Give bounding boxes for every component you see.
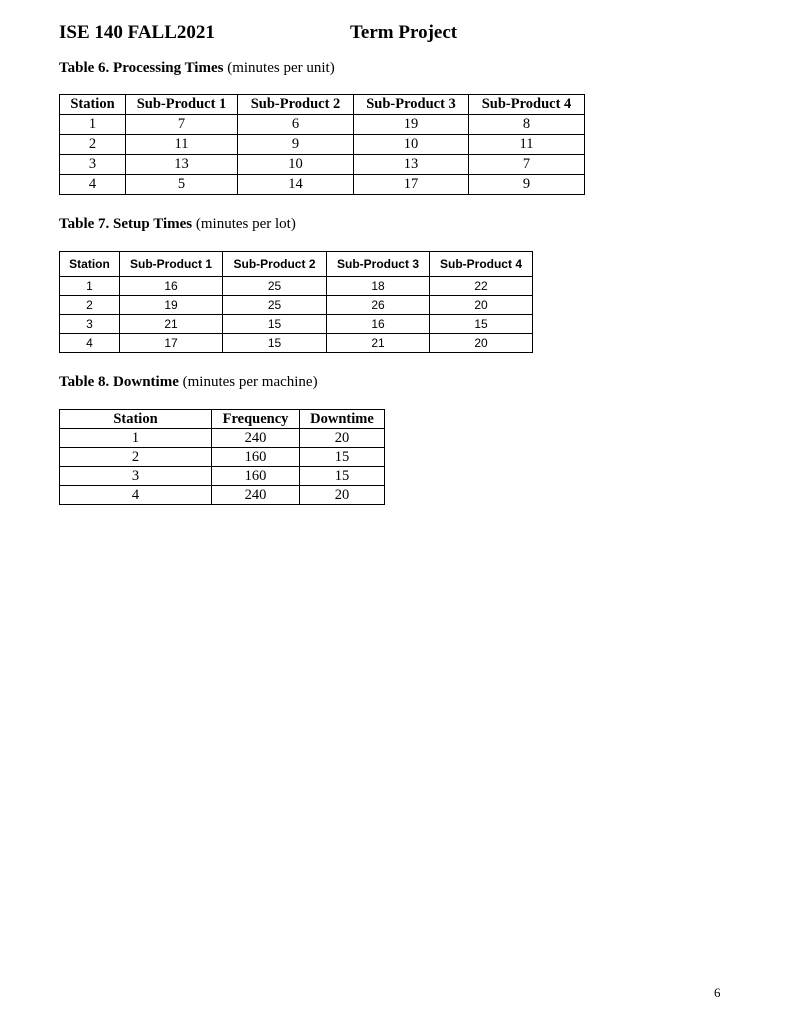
table-row — [60, 315, 533, 334]
table-cell: 15 — [223, 315, 327, 334]
table-cell: 240 — [212, 429, 300, 448]
table-header-row — [60, 252, 533, 277]
table-cell: 19 — [354, 115, 469, 135]
table-cell: 22 — [430, 277, 533, 296]
table8-caption — [59, 374, 318, 391]
table-row — [60, 115, 585, 135]
table-cell: 18 — [327, 277, 430, 296]
column-header: Sub-Product 2 — [223, 252, 327, 277]
table-cell: 20 — [430, 296, 533, 315]
table-cell: 10 — [238, 155, 354, 175]
table-cell: 1 — [60, 277, 120, 296]
table6-caption — [59, 60, 335, 77]
table-row — [60, 155, 585, 175]
table-row — [60, 135, 585, 155]
table-cell: 160 — [212, 448, 300, 467]
table-cell: 15 — [223, 334, 327, 353]
table-cell: 14 — [238, 175, 354, 195]
table-cell: 6 — [238, 115, 354, 135]
table-row — [60, 334, 533, 353]
table8-caption-units: (minutes per machine) — [178, 374, 318, 390]
setup-times-table — [59, 251, 533, 353]
table-cell: 25 — [223, 296, 327, 315]
table-header-row — [60, 410, 385, 429]
table8-caption-title: Table 8. Downtime — [59, 374, 179, 390]
table-cell: 17 — [354, 175, 469, 195]
column-header: Frequency — [212, 410, 300, 429]
table-cell: 21 — [120, 315, 223, 334]
column-header: Sub-Product 2 — [238, 95, 354, 115]
table-cell: 21 — [327, 334, 430, 353]
table-cell: 15 — [430, 315, 533, 334]
table-cell: 17 — [120, 334, 223, 353]
table-cell: 20 — [300, 429, 385, 448]
downtime-table — [59, 409, 385, 505]
column-header: Downtime — [300, 410, 385, 429]
column-header: Sub-Product 3 — [354, 95, 469, 115]
table-cell: 16 — [120, 277, 223, 296]
table-cell: 160 — [212, 467, 300, 486]
table-row — [60, 296, 533, 315]
table6-caption-units: (minutes per unit) — [223, 60, 335, 76]
table-cell: 2 — [60, 448, 212, 467]
project-title: Term Project — [350, 22, 458, 43]
table-row — [60, 448, 385, 467]
table-cell: 3 — [60, 315, 120, 334]
table-cell: 13 — [354, 155, 469, 175]
table-cell: 11 — [469, 135, 585, 155]
table-cell: 7 — [469, 155, 585, 175]
table-cell: 4 — [60, 486, 212, 505]
table-cell: 13 — [126, 155, 238, 175]
column-header: Sub-Product 4 — [430, 252, 533, 277]
table-row — [60, 429, 385, 448]
table-cell: 25 — [223, 277, 327, 296]
table-row — [60, 277, 533, 296]
table-cell: 1 — [60, 429, 212, 448]
table-cell: 5 — [126, 175, 238, 195]
table-cell: 26 — [327, 296, 430, 315]
column-header: Station — [60, 95, 126, 115]
course-title: ISE 140 FALL2021 — [59, 22, 215, 43]
table-row — [60, 486, 385, 505]
table-cell: 4 — [60, 334, 120, 353]
table-cell: 10 — [354, 135, 469, 155]
table-cell: 8 — [469, 115, 585, 135]
table-cell: 11 — [126, 135, 238, 155]
table-cell: 16 — [327, 315, 430, 334]
table-cell: 9 — [238, 135, 354, 155]
table-cell: 15 — [300, 467, 385, 486]
table-cell: 2 — [60, 296, 120, 315]
table-cell: 20 — [300, 486, 385, 505]
table-row — [60, 467, 385, 486]
column-header: Sub-Product 1 — [120, 252, 223, 277]
table-cell: 9 — [469, 175, 585, 195]
table7-caption-units: (minutes per lot) — [192, 216, 296, 232]
table-cell: 15 — [300, 448, 385, 467]
table-cell: 240 — [212, 486, 300, 505]
table-cell: 3 — [60, 155, 126, 175]
table7-caption — [59, 216, 296, 233]
processing-times-table — [59, 94, 585, 195]
table-cell: 1 — [60, 115, 126, 135]
table-cell: 20 — [430, 334, 533, 353]
table-header-row — [60, 95, 585, 115]
table-cell: 2 — [60, 135, 126, 155]
page-number: 6 — [714, 985, 721, 1000]
table-cell: 4 — [60, 175, 126, 195]
table6-caption-title: Table 6. Processing Times — [59, 60, 224, 76]
table-row — [60, 175, 585, 195]
column-header: Sub-Product 3 — [327, 252, 430, 277]
table-cell: 19 — [120, 296, 223, 315]
table-cell: 3 — [60, 467, 212, 486]
column-header: Station — [60, 410, 212, 429]
table7-caption-title: Table 7. Setup Times — [59, 216, 193, 232]
column-header: Sub-Product 1 — [126, 95, 238, 115]
table-cell: 7 — [126, 115, 238, 135]
column-header: Sub-Product 4 — [469, 95, 585, 115]
column-header: Station — [60, 252, 120, 277]
